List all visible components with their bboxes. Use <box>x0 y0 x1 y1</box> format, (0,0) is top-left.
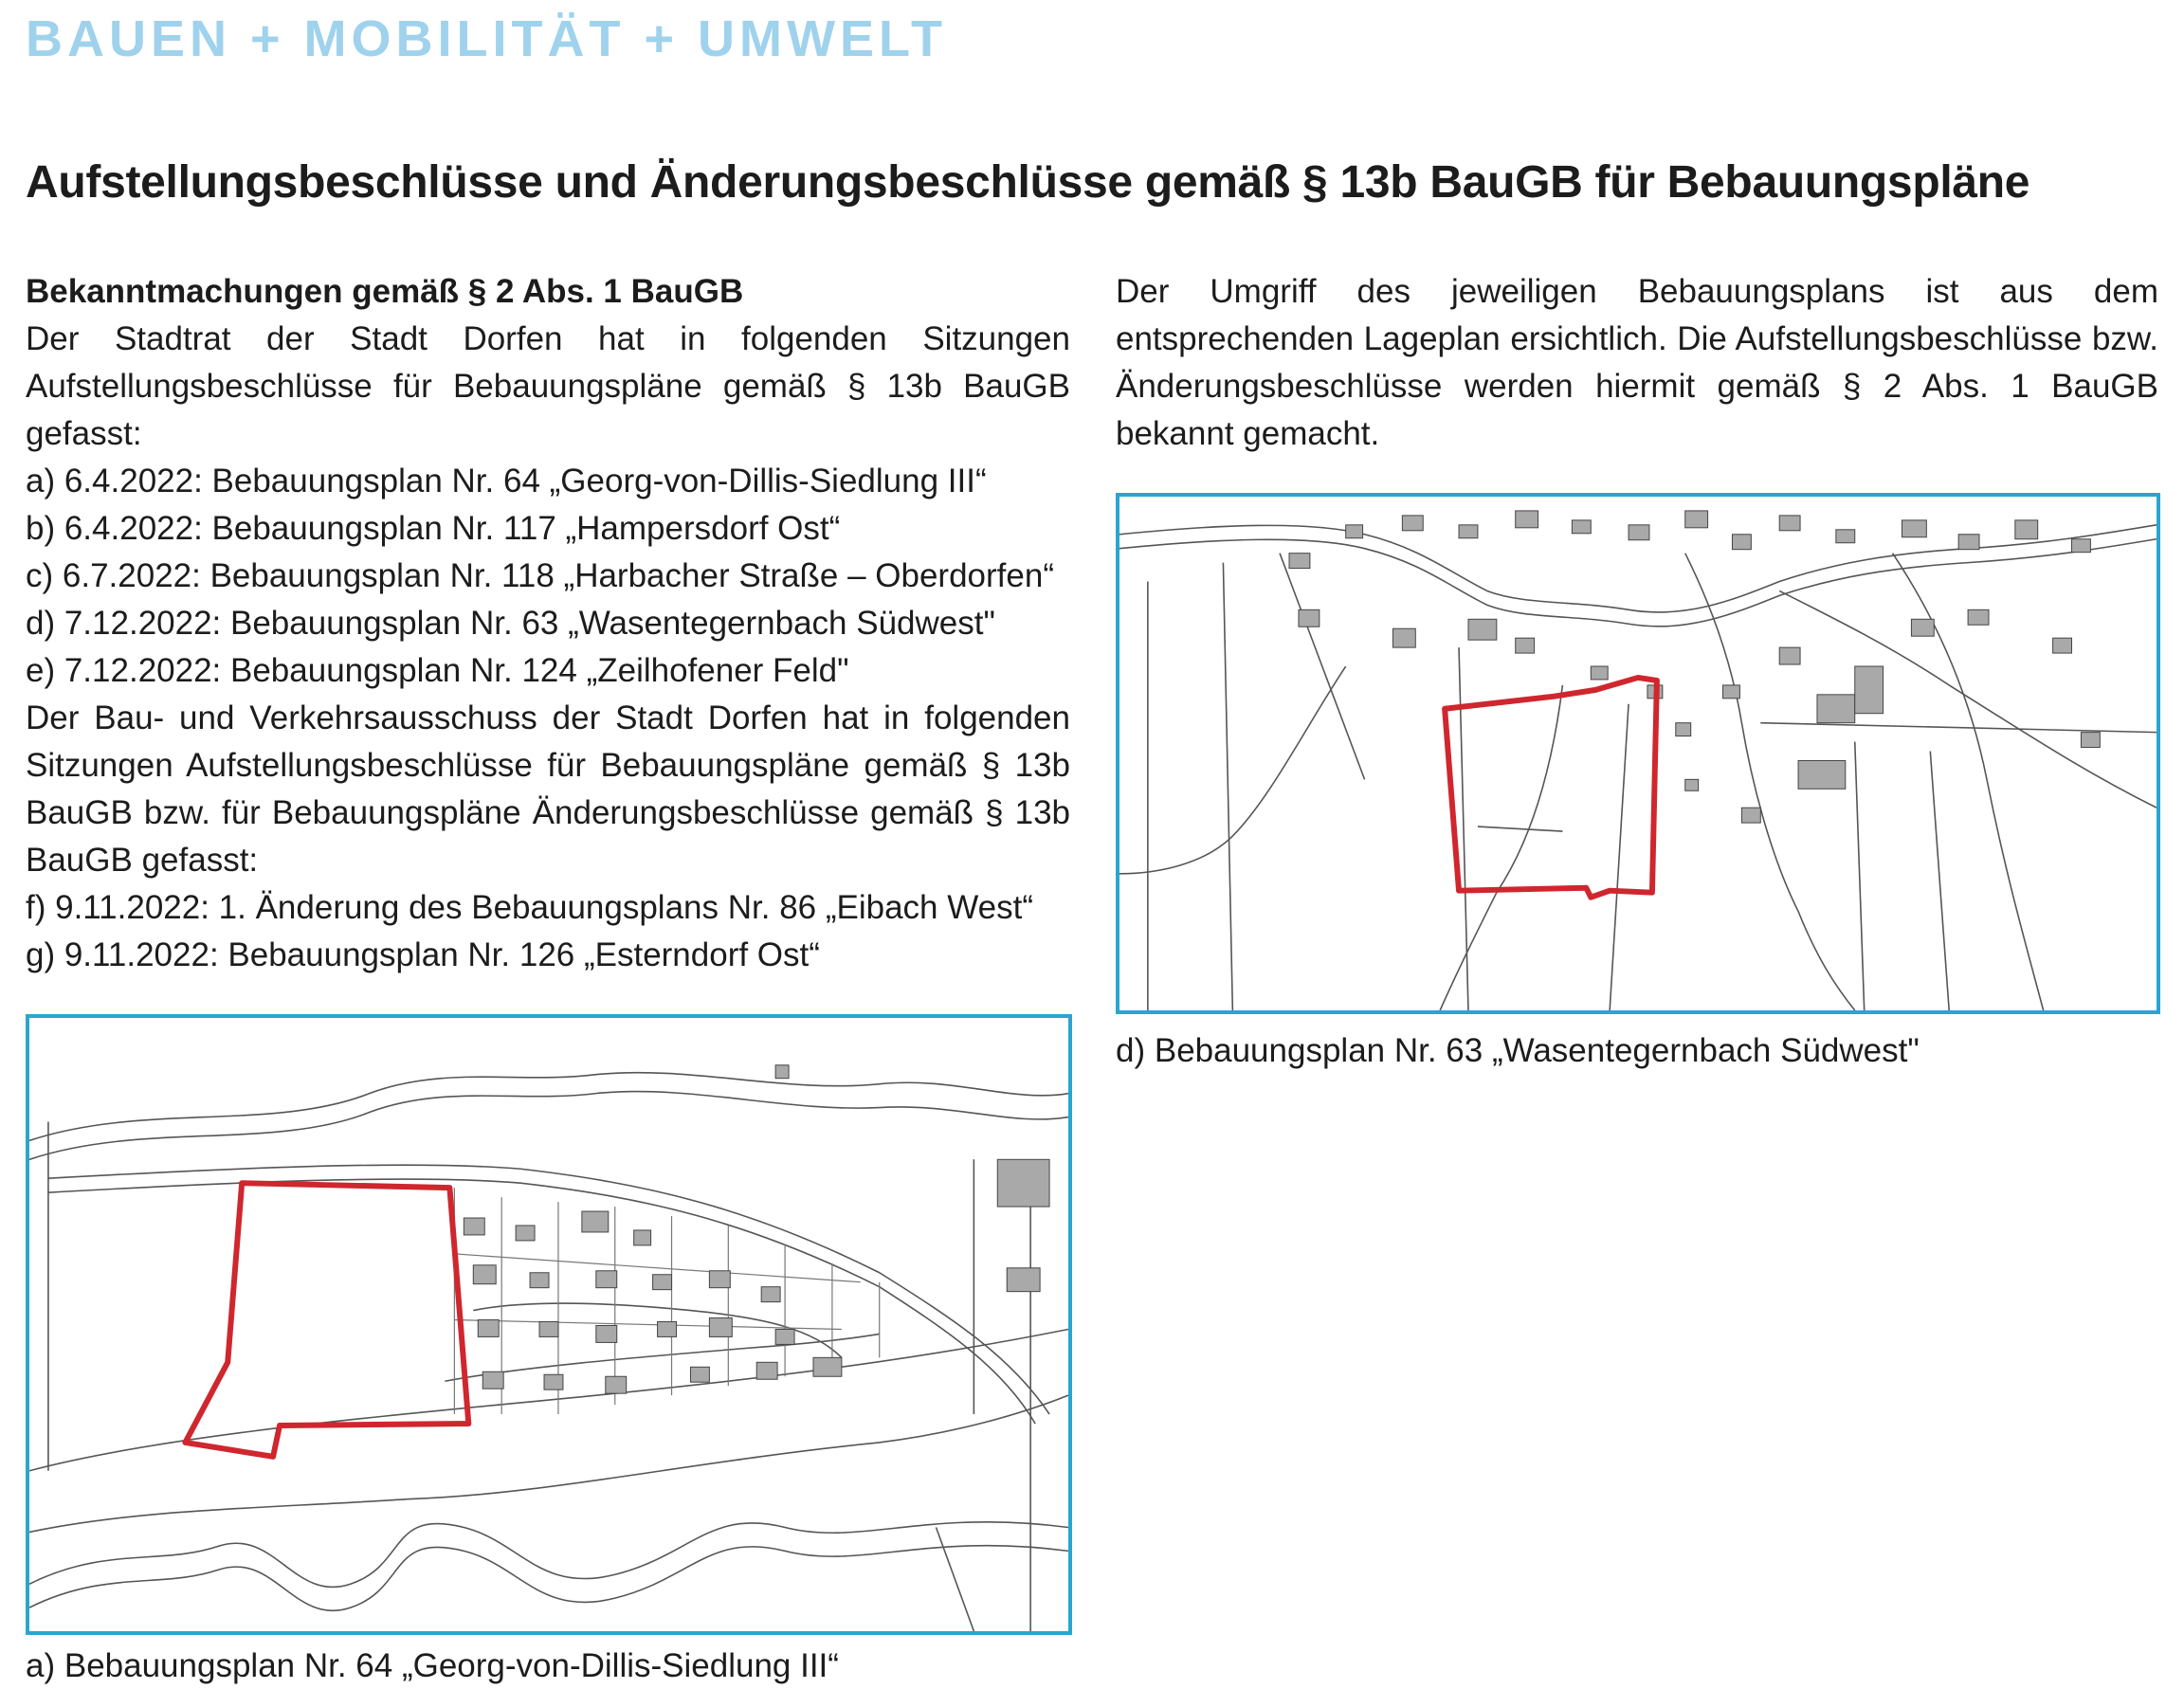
site-plan-map-a <box>26 1014 1072 1635</box>
intro-paragraph: Der Stadtrat der Stadt Dorfen hat in folgenden Sitzungen Aufstellungsbeschlüsse für Bebauungspläne gemäß § 13b BauGB gefasst: <box>26 320 1070 452</box>
closing-paragraph: Der Umgriff des jeweiligen Bebauungsplans ist aus dem entsprechenden Lageplan ersichtlich. Die Aufstellungsbeschlüsse bzw. Änderungsbeschlüsse werden hiermit gemäß § 2 Abs. 1 BauGB bekannt gemacht. <box>1116 273 2158 452</box>
stadtrat-list <box>26 458 1070 695</box>
list-item: a) 6.4.2022: Bebauungsplan Nr. 64 „Georg-von-Dillis-Siedlung III“ <box>26 463 987 499</box>
map-a-caption: a) Bebauungsplan Nr. 64 „Georg-von-Dillis-Siedlung III“ <box>26 1647 839 1684</box>
article-subtitle: Bekanntmachungen gemäß § 2 Abs. 1 BauGB <box>26 273 744 310</box>
article-title: Aufstellungsbeschlüsse und Änderungsbeschlüsse gemäß § 13b BauGB für Bebauungspläne <box>26 157 2030 208</box>
committee-list <box>26 884 1070 979</box>
map-d-graphic <box>1119 497 2157 1010</box>
left-column <box>26 268 1070 979</box>
list-item: c) 6.7.2022: Bebauungsplan Nr. 118 „Harbacher Straße – Oberdorfen“ <box>26 557 1054 594</box>
list-item: b) 6.4.2022: Bebauungsplan Nr. 117 „Hampersdorf Ost“ <box>26 510 841 547</box>
section-label: BAUEN + MOBILITÄT + UMWELT <box>26 10 947 67</box>
plan-boundary-d <box>1445 678 1657 898</box>
plan-boundary-a <box>185 1183 468 1457</box>
map-d-caption: d) Bebauungsplan Nr. 63 „Wasentegernbach Südwest" <box>1116 1032 1920 1069</box>
map-a-graphic <box>29 1018 1068 1631</box>
list-item: g) 9.11.2022: Bebauungsplan Nr. 126 „Esterndorf Ost“ <box>26 936 820 973</box>
list-item: e) 7.12.2022: Bebauungsplan Nr. 124 „Zeilhofener Feld" <box>26 652 849 689</box>
site-plan-map-d <box>1116 493 2160 1014</box>
list-item: f) 9.11.2022: 1. Änderung des Bebauungsplans Nr. 86 „Eibach West“ <box>26 889 1033 926</box>
committee-paragraph: Der Bau- und Verkehrsausschuss der Stadt Dorfen hat in folgenden Sitzungen Aufstellungsbeschlüsse für Bebauungspläne gemäß § 13b BauGB bzw. für Bebauungspläne Änderungsbeschlüsse gemäß § 13b BauGB gefasst: <box>26 699 1070 879</box>
right-column <box>1116 268 2158 458</box>
list-item: d) 7.12.2022: Bebauungsplan Nr. 63 „Wasentegernbach Südwest" <box>26 605 995 642</box>
